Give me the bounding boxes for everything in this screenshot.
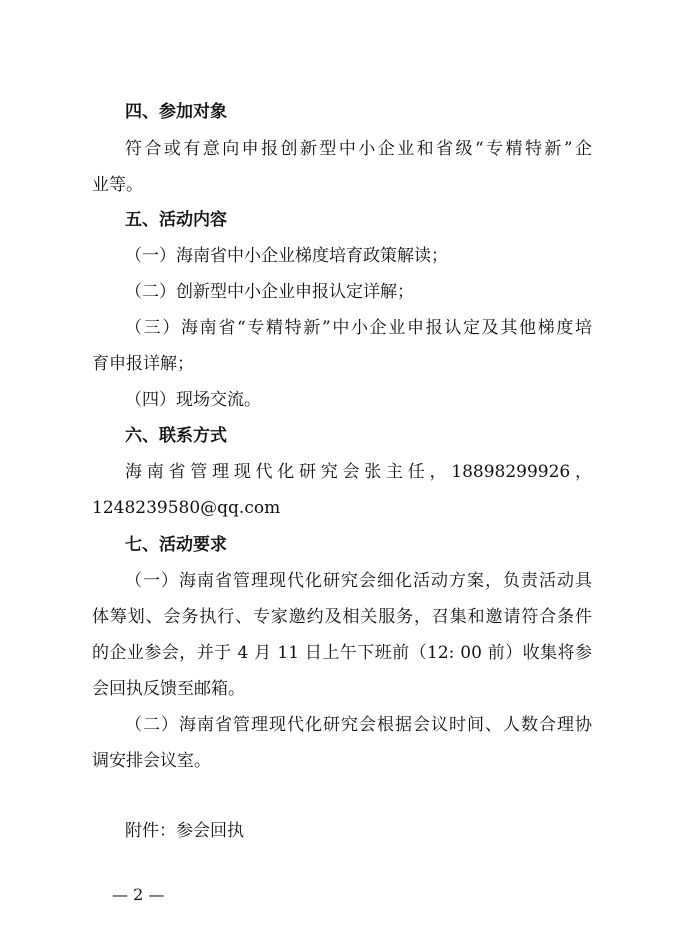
section4-body-line1: 符合或有意向申报创新型中小企业和省级“专精特新”企 <box>125 139 592 159</box>
section4-heading: 四、参加对象 <box>125 102 227 122</box>
section6-email: 1248239580@qq.com <box>92 498 281 518</box>
section5-heading: 五、活动内容 <box>125 210 227 230</box>
section7-req2-line2: 调安排会议室。 <box>92 751 211 771</box>
section5-item1: （一）海南省中小企业梯度培育政策解读； <box>125 246 448 266</box>
section5-item2: （二）创新型中小企业申报认定详解； <box>125 282 414 302</box>
section5-item3-line1: （三）海南省“专精特新”中小企业申报认定及其他梯度培 <box>125 318 592 338</box>
section5-item4: （四）现场交流。 <box>125 390 261 410</box>
section6-contact-line1: 海南省管理现代化研究会张主任，18898299926， <box>125 462 592 482</box>
attachment-line: 附件：参会回执 <box>125 821 244 841</box>
section7-req1-line3: 的企业参会，并于 4 月 11 日上午下班前（12: 00 前）收集将参 <box>92 643 592 663</box>
section5-item3-line2: 育申报详解； <box>92 354 194 374</box>
page-number: — 2 — <box>112 885 165 904</box>
section7-req1-line4: 会回执反馈至邮箱。 <box>92 679 245 699</box>
section6-heading: 六、联系方式 <box>125 426 227 446</box>
section4-body-line2: 业等。 <box>92 175 143 195</box>
section7-req2-line1: （二）海南省管理现代化研究会根据会议时间、人数合理协 <box>125 715 592 735</box>
section7-req1-line1: （一）海南省管理现代化研究会细化活动方案，负责活动具 <box>125 571 592 591</box>
section7-heading: 七、活动要求 <box>125 535 227 555</box>
section7-req1-line2: 体筹划、会务执行、专家邀约及相关服务，召集和邀请符合条件 <box>92 607 592 627</box>
